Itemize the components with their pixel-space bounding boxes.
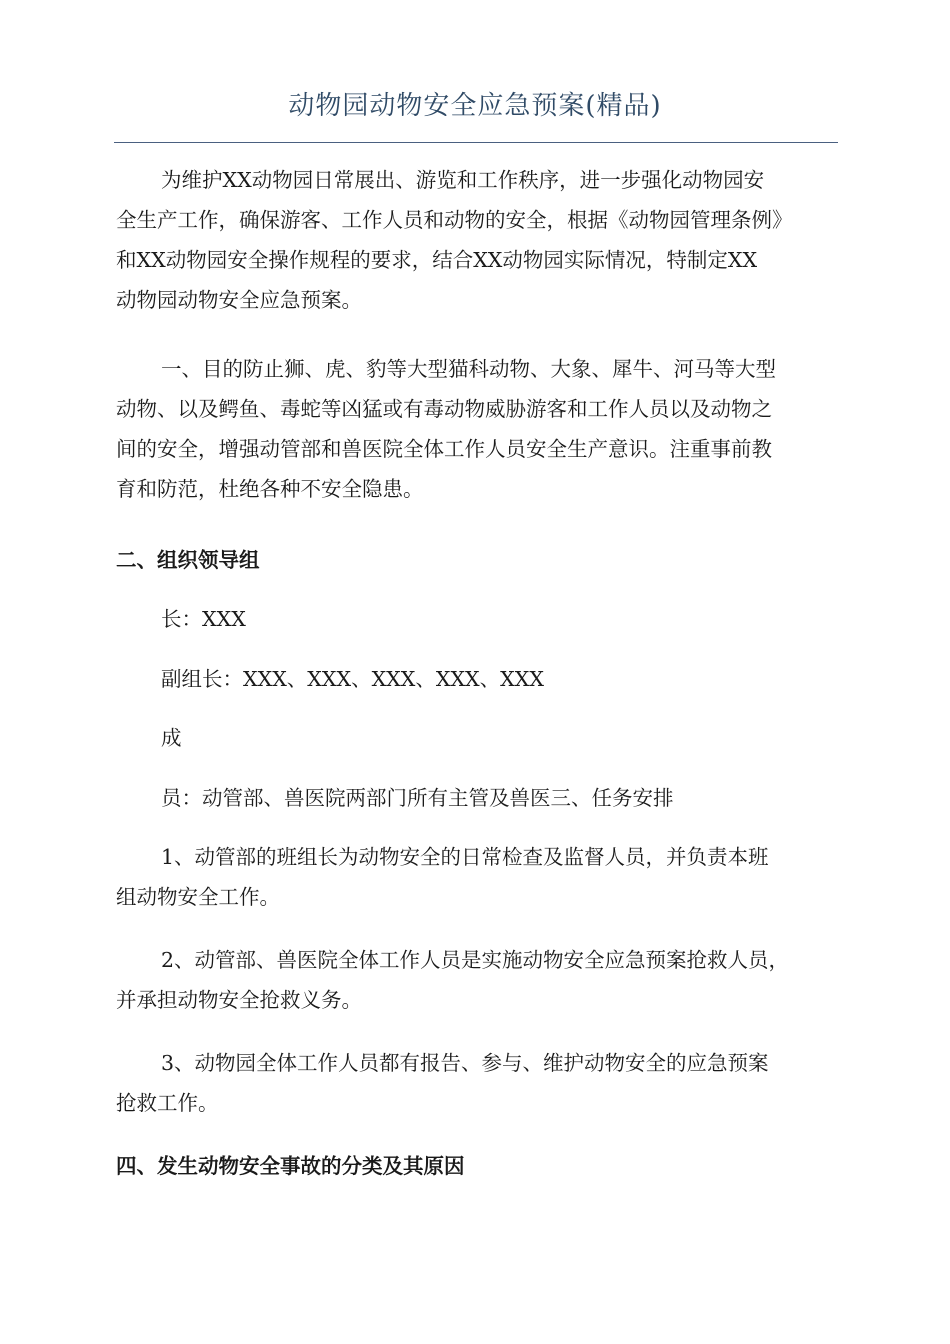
vice-leader-line: 副组长：XXX、XXX、XXX、XXX、XXX: [161, 667, 544, 691]
task-2-paragraph: 2、动管部、兽医院全体工作人员是实施动物安全应急预案抢救人员， 并承担动物安全抢救义务。: [116, 948, 790, 1012]
section-1-paragraph: 一、目的防止狮、虎、豹等大型猫科动物、大象、犀牛、河马等大型 动物、以及鳄鱼、毒蛇等凶猛或有毒动物威胁游客和工作人员以及动物之 间的安全，增强动管部和兽医院全体工作人员安全生产意识。注重事前教 育和防范，杜绝各种不安全隐患。: [116, 357, 776, 501]
section-2-heading: 二、组织领导组: [116, 548, 260, 572]
leader-line: 长：XXX: [161, 607, 246, 631]
intro-paragraph: 为维护XX动物园日常展出、游览和工作秩序，进一步强化动物园安 全生产工作，确保游客、工作人员和动物的安全，根据《动物园管理条例》 和XX动物园安全操作规程的要求，结合XX动物园实际情况，特制定XX 动物园动物安全应急预案。: [116, 168, 793, 312]
member-line: 员：动管部、兽医院两部门所有主管及兽医三、任务安排: [161, 786, 674, 810]
member-prefix: 成: [161, 726, 182, 750]
document-title: 动物园动物安全应急预案(精品): [288, 91, 662, 121]
title-divider: [114, 142, 838, 143]
section-4-heading: 四、发生动物安全事故的分类及其原因: [116, 1154, 465, 1178]
task-1-paragraph: 1、动管部的班组长为动物安全的日常检查及监督人员，并负责本班 组动物安全工作。: [116, 845, 769, 909]
task-3-paragraph: 3、动物园全体工作人员都有报告、参与、维护动物安全的应急预案 抢救工作。: [116, 1051, 769, 1115]
